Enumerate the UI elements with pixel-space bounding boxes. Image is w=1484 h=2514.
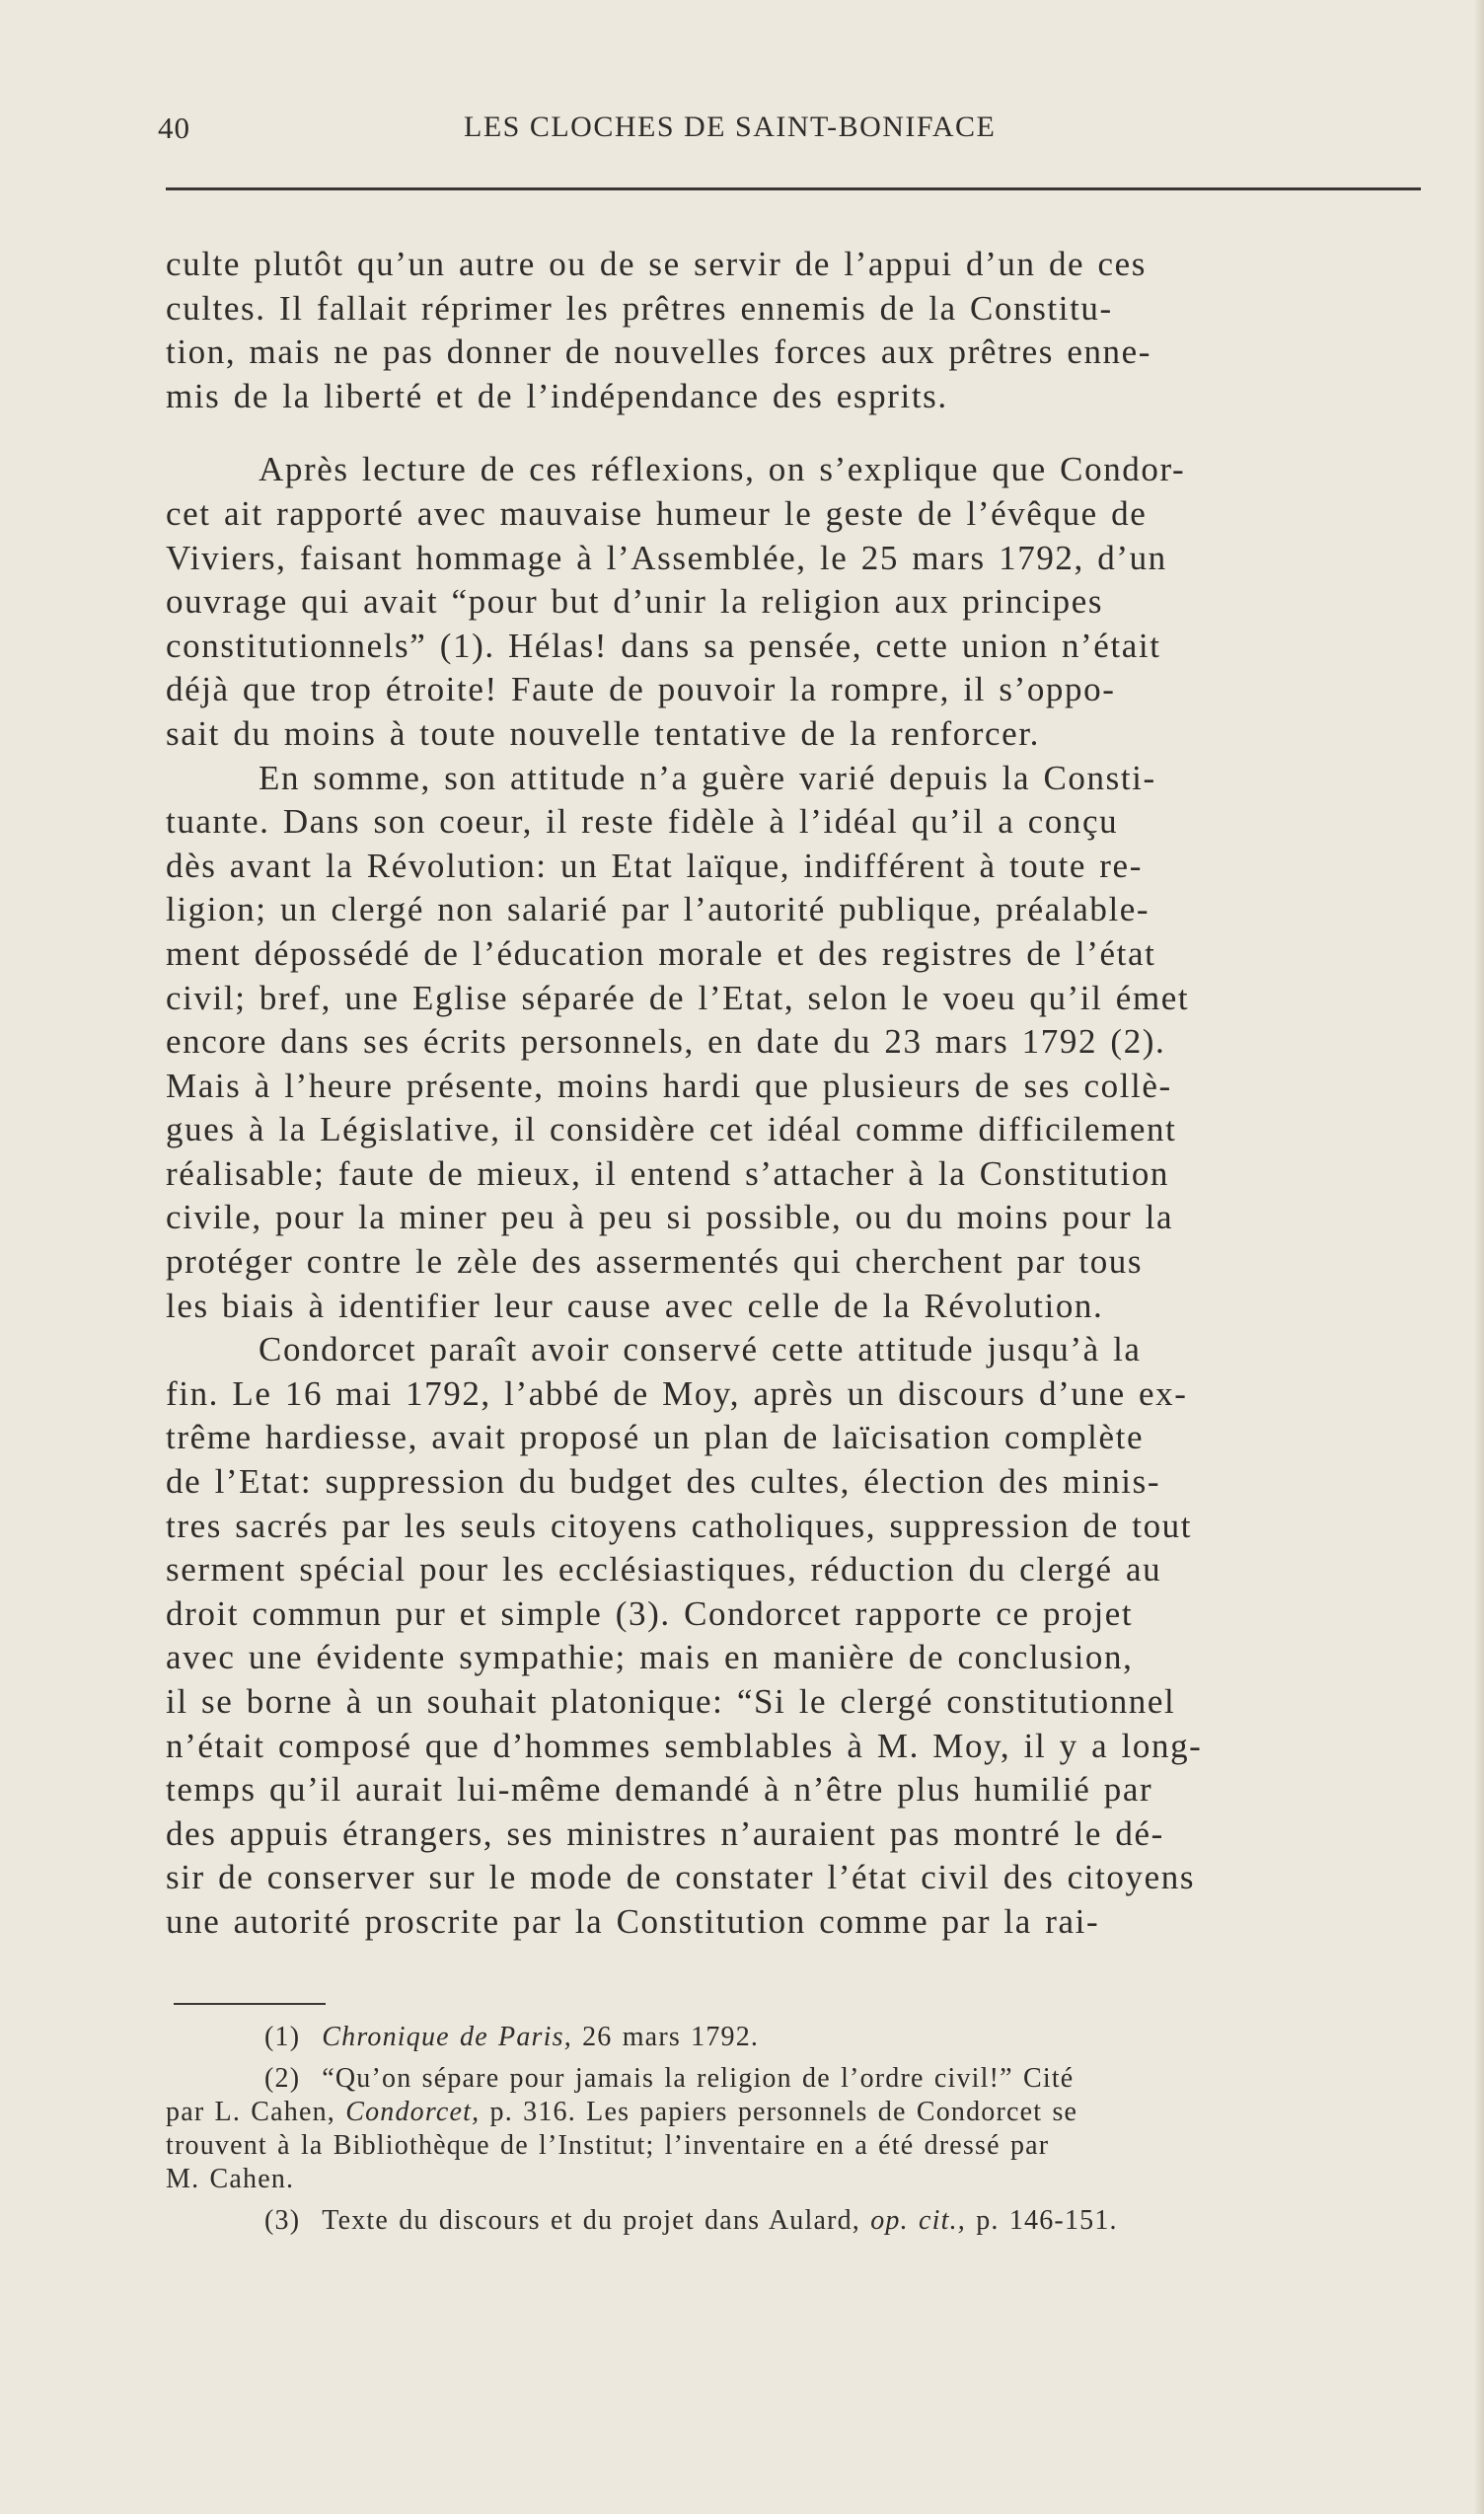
text-line: civil; bref, une Eglise séparée de l’Etat, selon le voeu qu’il émet [166,978,1190,1017]
text-line: il se borne à un souhait platonique: “Si le clergé constitutionnel [166,1682,1176,1721]
text-line: temps qu’il aurait lui-même demandé à n’être plus humilié par [166,1770,1153,1810]
paragraph-1 [166,243,1429,418]
text-line: dès avant la Révolution: un Etat laïque, indifférent à toute re- [166,846,1143,885]
footnote-rule [174,2003,326,2005]
text-line: ouvrage qui avait “pour but d’unir la religion aux principes [166,582,1104,622]
footnote-mark: (1) [264,2022,301,2052]
paragraph-4 [166,1328,1429,1944]
text-line: culte plutôt qu’un autre ou de se servir de l’appui d’un de ces [166,245,1148,283]
header-rule [166,187,1421,190]
text-line: les biais à identifier leur cause avec celle de la Révolution. [166,1286,1104,1325]
footnote-title: Condorcet, [345,2097,481,2127]
page-number: 40 [158,111,190,145]
footnote-mark: (3) [264,2205,301,2236]
body-text [166,243,1429,1945]
text-line: sait du moins à toute nouvelle tentative de la renforcer. [166,713,1040,753]
text-line: tion, mais ne pas donner de nouvelles forces aux prêtres enne- [166,333,1152,372]
text-line: droit commun pur et simple (3). Condorcet rapporte ce projet [166,1593,1134,1633]
page-header [158,111,1421,170]
text-line: fin. Le 16 mai 1792, l’abbé de Moy, après un discours d’une ex- [166,1373,1188,1413]
text-line: gues à la Législative, il considère cet idéal comme difficilement [166,1110,1177,1149]
text-line: réalisable; faute de mieux, il entend s’attacher à la Constitution [166,1153,1170,1193]
text-line: Condorcet paraît avoir conservé cette attitude jusqu’à la [259,1330,1142,1369]
paragraph-2 [166,448,1429,756]
text-line: de l’Etat: suppression du budget des cultes, élection des minis- [166,1462,1161,1502]
text-line: cet ait rapporté avec mauvaise humeur le geste de l’évêque de [166,493,1148,533]
text-line: tuante. Dans son coeur, il reste fidèle à l’idéal qu’il a conçu [166,802,1119,842]
text-line: n’était composé que d’hommes semblables à M. Moy, il y a long- [166,1726,1203,1765]
footnote-text: “Qu’on sépare pour jamais la religion de l’ordre civil!” Cité [322,2063,1075,2094]
paragraph-gap [166,418,1429,448]
footnote-text: 26 mars 1792. [571,2022,760,2052]
text-line: constitutionnels” (1). Hélas! dans sa pensée, cette union n’était [166,626,1161,665]
page-edge-shadow [1474,0,1484,2514]
paragraph-3 [166,757,1429,1329]
text-line: Viviers, faisant hommage à l’Assemblée, le 25 mars 1792, d’un [166,538,1167,577]
footnotes [166,2021,1439,2238]
footnote-text: par L. Cahen, [166,2097,346,2127]
text-line: En somme, son attitude n’a guère varié depuis la Consti- [259,758,1156,797]
text-line: mis de la liberté et de l’indépendance des esprits. [166,376,948,415]
text-line: des appuis étrangers, ses ministres n’auraient pas montré le dé- [166,1813,1164,1853]
text-line: protéger contre le zèle des assermentés qui cherchent par tous [166,1242,1144,1282]
footnote-title: op. cit., [870,2205,967,2236]
text-line: une autorité proscrite par la Constitution comme par la rai- [166,1901,1100,1941]
footnote-line [166,2096,1439,2129]
text-line: Après lecture de ces réflexions, on s’explique que Condor- [259,450,1186,489]
text-line: cultes. Il fallait réprimer les prêtres ennemis de la Constitu- [166,288,1113,328]
text-line: trême hardiesse, avait proposé un plan de laïcisation complète [166,1418,1145,1457]
text-line: avec une évidente sympathie; mais en manière de conclusion, [166,1638,1134,1677]
text-line: ment dépossédé de l’éducation morale et des registres de l’état [166,933,1156,973]
text-line: encore dans ses écrits personnels, en date du 23 mars 1792 (2). [166,1022,1166,1062]
footnote-2 [166,2062,1439,2196]
text-line: déjà que trop étroite! Faute de pouvoir la rompre, il s’oppo- [166,670,1116,709]
text-line: Mais à l’heure présente, moins hardi que plusieurs de ses collè- [166,1066,1172,1105]
footnote-line [166,2062,1439,2096]
running-head: LES CLOCHES DE SAINT-BONIFACE [464,111,997,143]
footnote-text: p. 316. Les papiers personnels de Condorcet se [480,2097,1078,2127]
footnote-line: M. Cahen. [166,2164,295,2194]
text-line: sir de conserver sur le mode de constater l’état civil des citoyens [166,1858,1196,1897]
footnote-line: trouvent à la Bibliothèque de l’Institut; l’inventaire en a été dressé par [166,2130,1050,2161]
text-line: serment spécial pour les ecclésiastiques, réduction du clergé au [166,1550,1162,1590]
text-line: civile, pour la miner peu à peu si possible, ou du moins pour la [166,1198,1174,1237]
footnote-3 [166,2204,1439,2238]
footnote-title: Chronique de Paris, [322,2022,572,2052]
text-line: ligion; un clergé non salarié par l’autorité publique, préalable- [166,890,1150,929]
footnote-1 [166,2021,1439,2054]
footnote-text: p. 146-151. [966,2205,1118,2236]
text-line: tres sacrés par les seuls citoyens catholiques, suppression de tout [166,1506,1193,1545]
footnote-text: Texte du discours et du projet dans Aulard, [322,2205,871,2236]
footnote-mark: (2) [264,2063,301,2094]
